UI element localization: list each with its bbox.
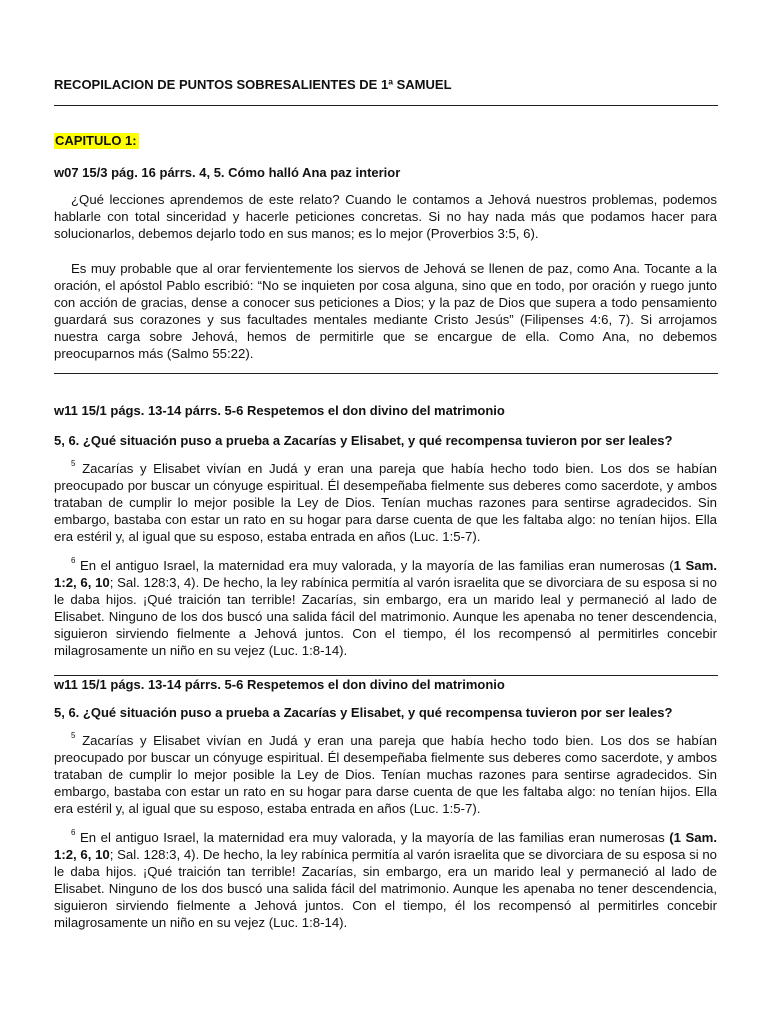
section-heading: w07 15/3 pág. 16 párrs. 4, 5. Cómo halló Ana paz interior: [54, 165, 401, 180]
section-heading: w11 15/1 págs. 13-14 párrs. 5-6 Respetemos el don divino del matrimonio: [54, 677, 505, 692]
paragraph: Es muy probable que al orar fervientemente los siervos de Jehová se llenen de paz, como Ana. Tocante a la oración, el apóstol Pablo escribió: “No se inquieten por cosa alguna, sino que en todo, por oración y ruego junto con acción de gracias, dense a conocer sus peticiones a Dios; y la paz de Dios que supera a todo pensamiento guardará sus corazones y sus facultades mentales mediante Cristo Jesús” (Filipenses 4:6, 7). Si arrojamos nuestra carga sobre Jehová, hemos de permitirle que se encargue de ella. Como Ana, no debemos preocuparnos más (Salmo 55:22).: [54, 261, 717, 361]
paragraph: ¿Qué lecciones aprendemos de este relato? Cuando le contamos a Jehová nuestros problemas, podemos hablarle con total sinceridad y hacerle peticiones concretas. Si no hay nada más que podamos hacer para solucionarlos, debemos dejarlo todo en sus manos; es lo mejor (Proverbios 3:5, 6).: [54, 192, 717, 241]
document-title: RECOPILACION DE PUNTOS SOBRESALIENTES DE 1ª SAMUEL: [54, 77, 452, 92]
paragraph-text: Zacarías y Elisabet vivían en Judá y eran una pareja que había hecho todo bien. Los dos se habían preocupado por buscar un cónyuge espiritual. Él desempeñaba fielmente sus deberes como sacerdote, y ambos trataban de cumplir lo mejor posible la Ley de Dios. Tenían muchas razones para sentirse agradecidos. Sin embargo, bastaba con estar un rato en su hogar para darse cuenta de que les faltaba algo: no tenían hijos. Ella era estéril y, al igual que su esposo, estaba entrada en años (Luc. 1:5-7).: [54, 461, 717, 544]
question-heading: 5, 6. ¿Qué situación puso a prueba a Zacarías y Elisabet, y qué recompensa tuvieron por ser leales?: [54, 705, 673, 720]
paragraph: [54, 732, 717, 817]
paragraph-number: 6: [71, 556, 76, 565]
paragraph-text: En el antiguo Israel, la maternidad era muy valorada, y la mayoría de las familias eran numerosas: [79, 830, 670, 845]
chapter-label: CAPITULO 1:: [55, 133, 137, 148]
paragraph-text: ; Sal. 128:3, 4). De hecho, la ley rabínica permitía al varón israelita que se divorciara de su esposa si no le daba hijos. ¡Qué traición tan terrible! Zacarías, sin embargo, era un marido leal y permaneció al lado de Elisabet. Ninguno de los dos buscó una salida fácil del matrimonio. Aunque les apenaba no tener descendencia, siguieron sirviendo fielmente a Jehová juntos. Con el tiempo, él los recompensó al permitirles concebir milagrosamente un niño en su vejez (Luc. 1:8-14).: [54, 575, 717, 658]
section-heading: w11 15/1 págs. 13-14 párrs. 5-6 Respetemos el don divino del matrimonio: [54, 403, 505, 418]
paragraph: [54, 557, 717, 659]
divider: [54, 675, 718, 676]
divider: [54, 105, 718, 106]
paragraph: [54, 829, 717, 931]
paragraph-number: 5: [71, 459, 76, 468]
paragraph: [54, 460, 717, 545]
divider: [54, 373, 718, 374]
scripture-reference: 1 Sam. 1:2, 6, 10: [54, 558, 717, 590]
paragraph-text: En el antiguo Israel, la maternidad era muy valorada, y la mayoría de las familias eran numerosas (: [79, 558, 674, 573]
question-heading: 5, 6. ¿Qué situación puso a prueba a Zacarías y Elisabet, y qué recompensa tuvieron por ser leales?: [54, 433, 673, 448]
scripture-reference: (1 Sam. 1:2, 6, 10: [54, 830, 717, 862]
paragraph-text: ; Sal. 128:3, 4). De hecho, la ley rabínica permitía al varón israelita que se divorciara de su esposa si no le daba hijos. ¡Qué traición tan terrible! Zacarías, sin embargo, era un marido leal y permaneció al lado de Elisabet. Ninguno de los dos buscó una salida fácil del matrimonio. Aunque les apenaba no tener descendencia, siguieron sirviendo fielmente a Jehová juntos. Con el tiempo, él los recompensó al permitirles concebir milagrosamente un niño en su vejez (Luc. 1:8-14).: [54, 847, 717, 930]
paragraph-text: Zacarías y Elisabet vivían en Judá y eran una pareja que había hecho todo bien. Los dos se habían preocupado por buscar un cónyuge espiritual. Él desempeñaba fielmente sus deberes como sacerdote, y ambos trataban de cumplir lo mejor posible la Ley de Dios. Tenían muchas razones para sentirse agradecidos. Sin embargo, bastaba con estar un rato en su hogar para darse cuenta de que les faltaba algo: no tenían hijos. Ella era estéril y, al igual que su esposo, estaba entrada en años (Luc. 1:5-7).: [54, 733, 717, 816]
paragraph-number: 6: [71, 828, 76, 837]
paragraph-number: 5: [71, 731, 76, 740]
